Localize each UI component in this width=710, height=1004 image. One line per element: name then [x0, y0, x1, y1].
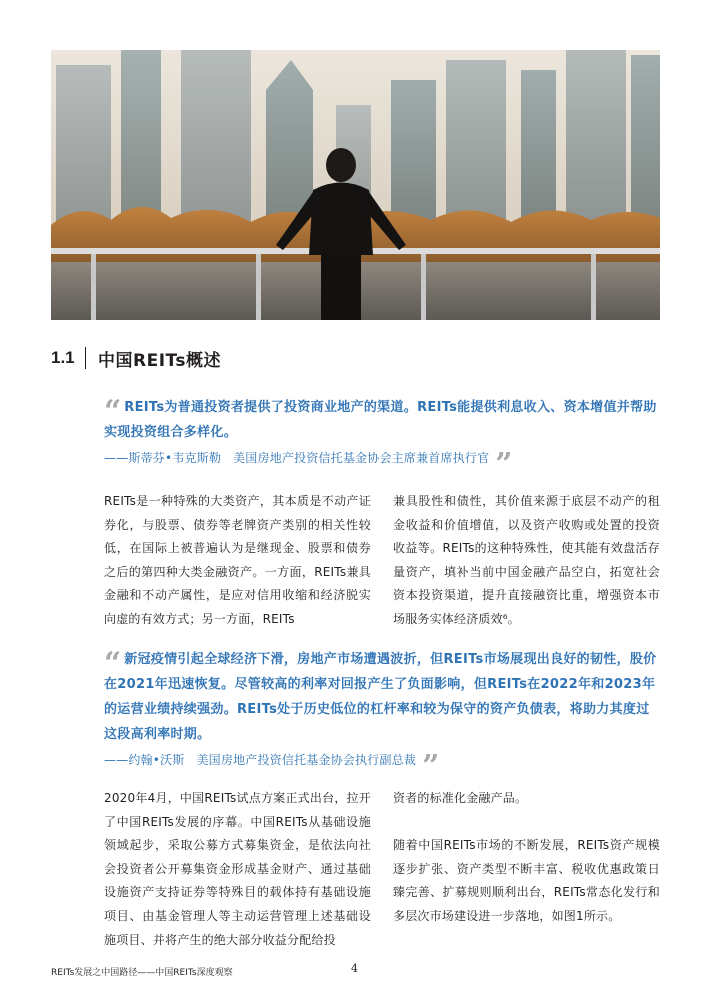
section-heading [51, 345, 221, 371]
body-text-column: 资者的标准化金融产品。 [393, 791, 528, 805]
body-text-column: 随着中国REITs市场的不断发展，REITs资产规模逐步扩张、资产类型不断丰富、税收优惠政策日臻完善、扩募规则顺利出台，REITs常态化发行和多层次市场建设进一步落地，如图1所示。 [393, 838, 660, 923]
attribution-role: 美国房地产投资信托基金协会主席兼首席执行官 [233, 451, 490, 465]
quote-attribution [104, 447, 660, 482]
pull-quote-2 [104, 646, 660, 784]
body-text-column: 兼具股性和债性，其价值来源于底层不动产的租金收益和价值增值，以及资产收购或处置的投资收益等。REITs的这种特殊性，使其能有效盘活存量资产，填补当前中国金融产品空白，拓宽社会资本投资渠道，提升直接融资比重，增强资本市场服务实体经济质效⁶。 [393, 494, 660, 626]
body-text-column: REITs是一种特殊的大类资产，其本质是不动产证券化，与股票、债券等老牌资产类别的相关性较低，在国际上被普遍认为是继现金、股票和债券之后的第四种大类金融资产。一方面，REITs兼具金融和不动产属性，是应对信用收缩和经济脱实向虚的有效方式；另一方面，REITs [104, 494, 371, 626]
open-quote-icon: “ [104, 646, 119, 681]
page-number: 4 [351, 962, 358, 975]
quote-text: REITs为普通投资者提供了投资商业地产的渠道。REITs能提供利息收入、资本增值并帮助实现投资组合多样化。 [104, 400, 657, 440]
section-number: 1.1 [51, 348, 75, 367]
hero-illustration [51, 50, 660, 320]
attribution-name: ——约翰•沃斯 [104, 753, 185, 767]
close-quote-icon: ” [422, 749, 437, 784]
pull-quote-1 [104, 394, 660, 482]
footer-title: REITs发展之中国路径——中国REITs深度观察 [51, 968, 233, 978]
section-divider [85, 347, 86, 369]
attribution-name: ——斯蒂芬•韦克斯勒 [104, 451, 222, 465]
attribution-role: 美国房地产投资信托基金协会执行副总裁 [196, 753, 417, 767]
close-quote-icon: ” [495, 447, 510, 482]
body-text-column: 2020年4月，中国REITs试点方案正式出台，拉开了中国REITs发展的序幕。中国REITs从基础设施领域起步，采取公募方式募集资金，是依法向社会投资者公开募集资金形成基金财产、通过基础设施资产支持证券等特殊目的载体持有基础设施项目、由基金管理人等主动运营管理上述基础设施项目、并将产生的绝大部分收益分配给投 [104, 791, 371, 947]
hero-photo [51, 50, 660, 320]
open-quote-icon: “ [104, 394, 119, 429]
section-title: 中国REITs概述 [98, 350, 221, 371]
quote-text: 新冠疫情引起全球经济下滑，房地产市场遭遇波折，但REITs市场展现出良好的韧性，股价在2021年迅速恢复。尽管较高的利率对回报产生了负面影响，但REITs在2022年和2023年的运营业绩持续强劲。REITs处于历史低位的杠杆率和较为保守的资产负债表，将助力其度过这段高利率时期。 [104, 652, 657, 742]
quote-attribution [104, 749, 660, 784]
